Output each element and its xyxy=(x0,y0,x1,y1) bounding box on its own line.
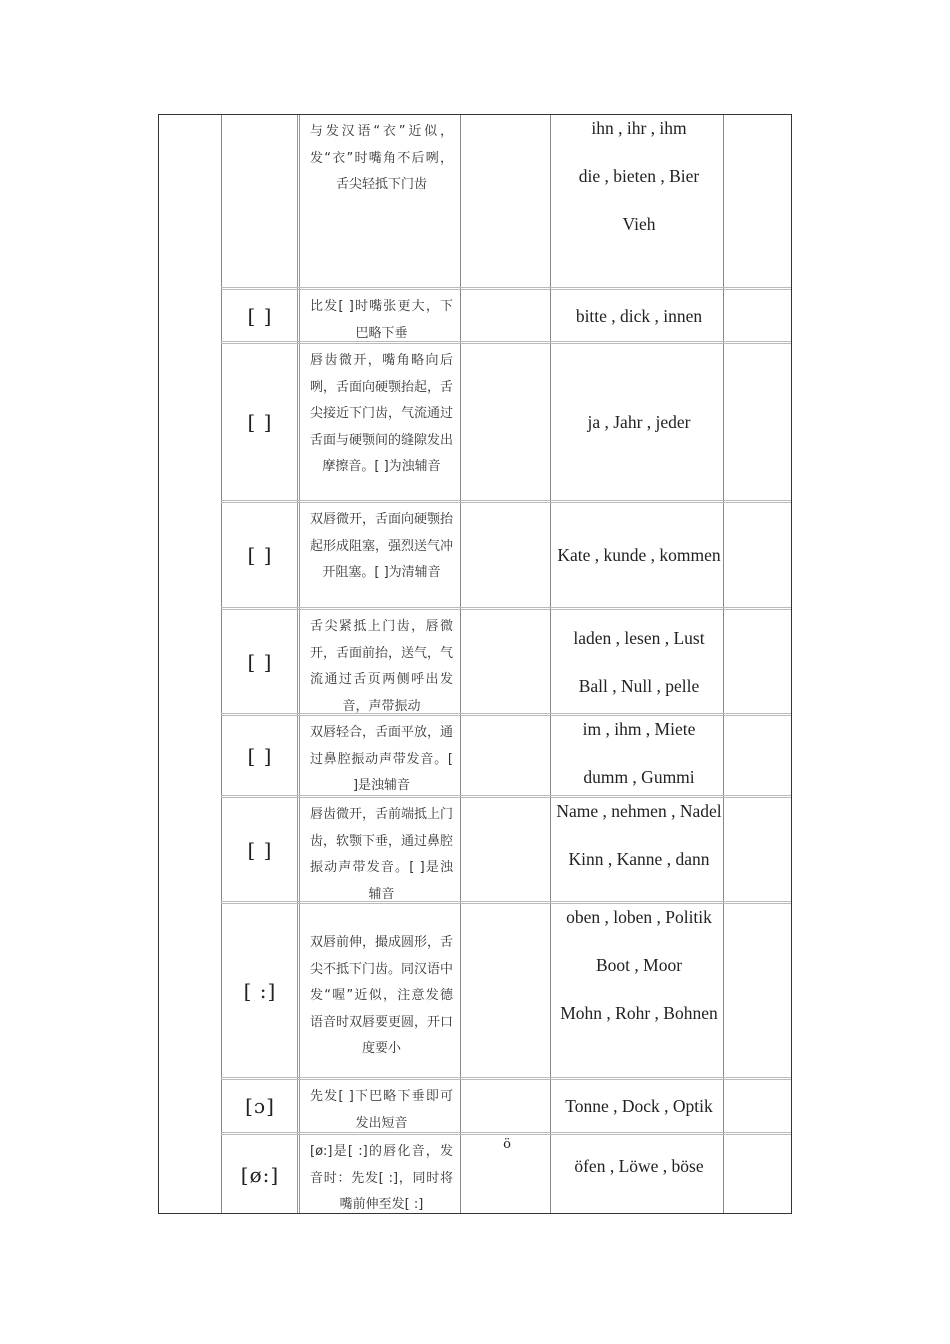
example-line: Ball , Null , pelle xyxy=(578,675,700,696)
pronunciation-description: 唇齿微开，嘴角略向后咧，舌面向硬颚抬起，舌尖接近下门齿，气流通过舌面与硬颚间的缝隙发出摩擦音。[ ]为浊辅音 xyxy=(310,353,454,474)
notes-cell xyxy=(727,904,791,1077)
pronunciation-description: 双唇微开，舌面向硬颚抬起形成阻塞，强烈送气冲开阻塞。[ ]为清辅音 xyxy=(310,512,454,580)
notes-cell xyxy=(727,716,791,795)
example-line: laden , lesen , Lust xyxy=(573,627,705,648)
letter xyxy=(463,798,551,901)
phonetics-table xyxy=(158,114,792,1214)
pronunciation-description: 舌尖紧抵上门齿，唇微开，舌面前抬，送气，气流通过舌页两侧呼出发音，声带振动 xyxy=(310,619,454,713)
pronunciation-description: [ø:]是[ :]的唇化音，发音时：先发[ :]，同时将嘴前伸至发[ :] xyxy=(310,1144,453,1212)
example-line: dumm , Gummi xyxy=(583,767,695,787)
example-words xyxy=(553,1135,725,1215)
letter: ö xyxy=(503,1137,511,1152)
notes-cell xyxy=(727,1135,791,1215)
table-row xyxy=(221,1080,791,1135)
example-line: bitte , dick , innen xyxy=(575,305,703,326)
table-row xyxy=(221,716,791,798)
notes-cell xyxy=(727,503,791,607)
phonetic-symbol xyxy=(221,115,299,287)
table-row xyxy=(221,115,791,290)
notes-cell xyxy=(727,610,791,713)
letter xyxy=(463,904,551,1077)
example-words xyxy=(553,1080,725,1132)
pronunciation-description: 双唇轻合，舌面平放，通过鼻腔振动声带发音。[ ]是浊辅音 xyxy=(310,725,454,793)
example-line: ja , Jahr , jeder xyxy=(587,412,691,432)
example-words xyxy=(553,290,725,341)
table-row xyxy=(221,503,791,610)
example-words xyxy=(553,503,725,607)
example-line: Kinn , Kanne , dann xyxy=(568,849,710,869)
phonetic-symbol: [ ] xyxy=(247,743,273,768)
letter xyxy=(463,1080,551,1132)
pronunciation-description: 与发汉语“衣”近似，发“衣”时嘴角不后咧，舌尖轻抵下门齿 xyxy=(310,124,453,192)
letter xyxy=(463,115,551,287)
example-words xyxy=(553,610,725,713)
example-words xyxy=(553,904,725,1077)
phonetic-symbol: [ ] xyxy=(247,303,273,328)
notes-cell xyxy=(727,115,791,287)
example-words xyxy=(553,716,725,795)
example-line: Kate , kunde , kommen xyxy=(557,545,721,565)
example-line: öfen , Löwe , böse xyxy=(574,1156,704,1176)
table-row xyxy=(221,344,791,503)
letter xyxy=(463,290,551,341)
example-words xyxy=(553,344,725,500)
example-line: Mohn , Rohr , Bohnen xyxy=(560,1003,718,1023)
pronunciation-description: 比发[ ]时嘴张更大，下巴略下垂 xyxy=(310,299,453,341)
table-row xyxy=(221,610,791,716)
pronunciation-description: 双唇前伸，撮成圆形，舌尖不抵下门齿。同汉语中发“喔”近似，注意发德语音时双唇要更圆，开口度要小 xyxy=(310,935,454,1056)
phonetic-symbol: [ɔ] xyxy=(245,1094,275,1118)
example-line: im , ihm , Miete xyxy=(582,719,696,739)
example-line: ihn , ihr , ihm xyxy=(591,118,687,138)
letter xyxy=(463,503,551,607)
phonetic-symbol: [ :] xyxy=(243,978,277,1003)
phonetic-symbol: [ ] xyxy=(247,543,273,567)
phonetic-symbol: [ø:] xyxy=(240,1163,280,1187)
table-row xyxy=(221,904,791,1080)
phonetic-symbol: [ ] xyxy=(247,410,273,434)
letter xyxy=(463,716,551,795)
pronunciation-description: 唇齿微开，舌前端抵上门齿，软颚下垂，通过鼻腔振动声带发音。[ ]是浊辅音 xyxy=(310,807,454,901)
table-row xyxy=(221,798,791,904)
example-line: Vieh xyxy=(622,214,656,234)
example-words xyxy=(553,115,725,287)
phonetic-symbol: [ ] xyxy=(247,837,273,862)
example-line: oben , loben , Politik xyxy=(566,907,712,927)
notes-cell xyxy=(727,1080,791,1132)
pronunciation-description: 先发[ ]下巴略下垂即可发出短音 xyxy=(310,1089,453,1131)
example-words xyxy=(553,798,725,901)
table-row xyxy=(221,1135,791,1215)
letter xyxy=(463,610,551,713)
example-line: Name , nehmen , Nadel xyxy=(556,801,722,821)
phonetic-symbol: [ ] xyxy=(247,649,273,674)
example-line: Boot , Moor xyxy=(595,955,683,975)
letter xyxy=(463,344,551,500)
example-line: die , bieten , Bier xyxy=(578,166,700,186)
table-row xyxy=(221,290,791,344)
notes-cell xyxy=(727,290,791,341)
example-line: Tonne , Dock , Optik xyxy=(565,1096,713,1116)
notes-cell xyxy=(727,344,791,500)
notes-cell xyxy=(727,798,791,901)
